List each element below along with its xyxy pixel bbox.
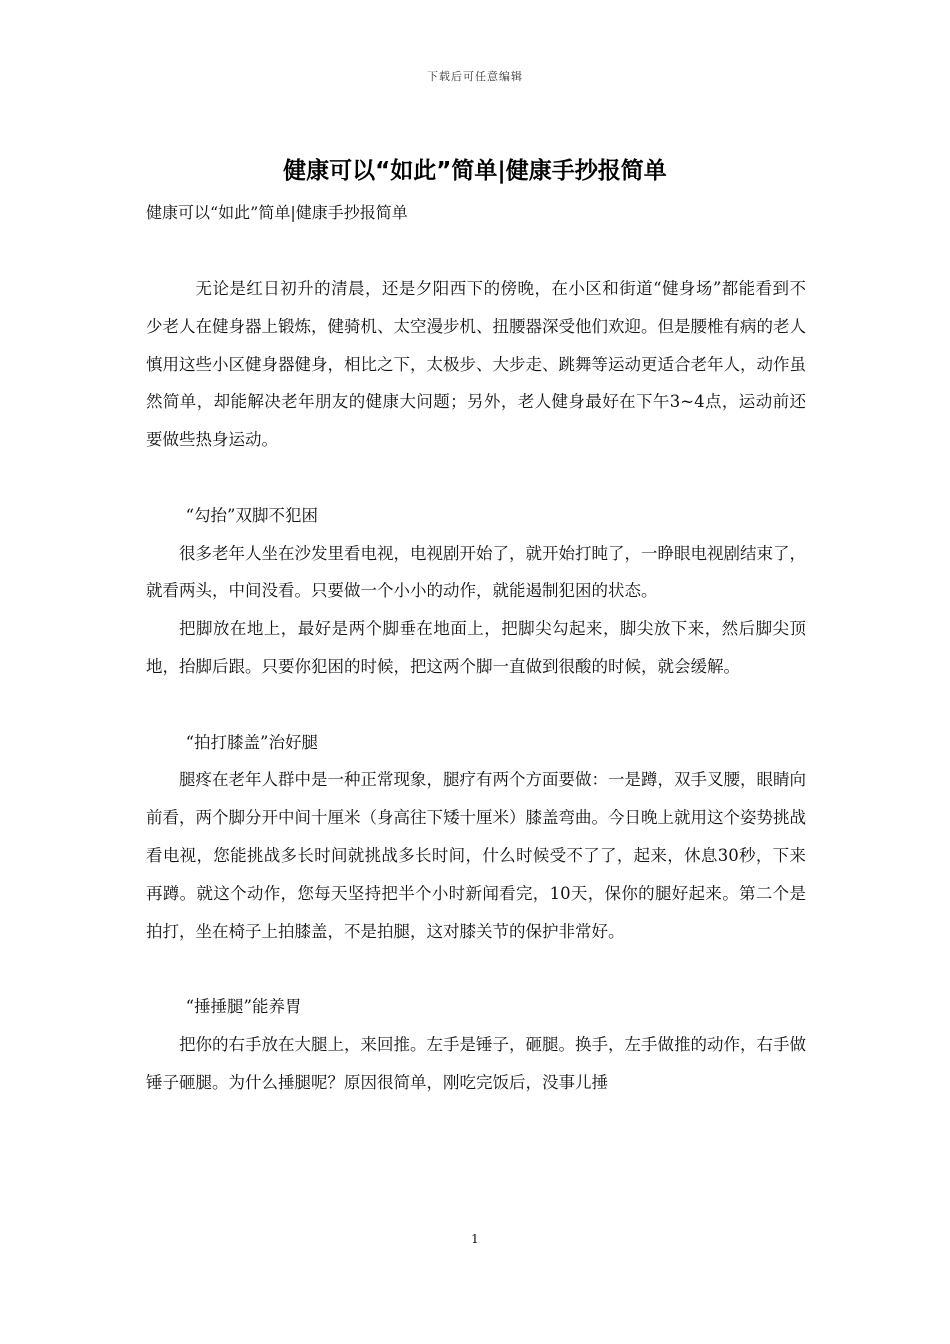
section-paragraph: 腿疼在老年人群中是一种正常现象，腿疗有两个方面要做：一是蹲，双手叉腰，眼睛向前看，两个脚分开中间十厘米（身高往下矮十厘米）膝盖弯曲。今日晚上就用这个姿势挑战看电视，您能挑战多长时间就挑战多长时间，什么时候受不了了，起来，休息30秒，下来再蹲。就这个动作，您每天坚持把半个小时新闻看完，10天，保你的腿好起来。第二个是拍打，坐在椅子上拍膝盖，不是拍腿，这对膝关节的保护非常好。: [146, 770, 806, 941]
document-subtitle: 健康可以“如此”简单|健康手抄报简单: [146, 203, 408, 222]
paragraph-gap: [146, 686, 806, 724]
section-paragraph: 很多老年人坐在沙发里看电视，电视剧开始了，就开始打盹了，一睁眼电视剧结束了，就看两头，中间没看。只要做一个小小的动作，就能遏制犯困的状态。: [146, 543, 806, 601]
article-body: [146, 270, 806, 1102]
section-paragraph: 把你的右手放在大腿上，来回推。左手是锤子，砸腿。换手，左手做推的动作，右手做锤子砸腿。为什么捶腿呢？原因很简单，刚吃完饭后，没事儿捶: [146, 1034, 806, 1092]
header-note: 下载后可任意编辑: [427, 70, 523, 83]
section-heading-feet: “勾抬”双脚不犯困: [185, 505, 318, 525]
section-heading-stomach: “捶捶腿”能养胃: [185, 997, 302, 1017]
document-title: 健康可以“如此”简单|健康手抄报简单: [283, 158, 667, 184]
intro-paragraph: 无论是红日初升的清晨，还是夕阳西下的傍晚，在小区和街道“健身场”都能看到不少老人在健身器上锻炼，健骑机、太空漫步机、扭腰器深受他们欢迎。但是腰椎有病的老人慎用这些小区健身器健身，相比之下，太极步、大步走、跳舞等运动更适合老年人，动作虽然简单，却能解决老年朋友的健康大问题；另外，老人健身最好在下午3~4点，运动前还要做些热身运动。: [146, 279, 806, 450]
paragraph-gap: [146, 950, 806, 988]
section-paragraph: 把脚放在地上，最好是两个脚垂在地面上，把脚尖勾起来，脚尖放下来，然后脚尖顶地，抬脚后跟。只要你犯困的时候，把这两个脚一直做到很酸的时候，就会缓解。: [146, 619, 806, 676]
paragraph-gap: [146, 459, 806, 497]
page-number: 1: [471, 1232, 479, 1246]
section-heading-knee: “拍打膝盖”治好腿: [185, 732, 318, 752]
